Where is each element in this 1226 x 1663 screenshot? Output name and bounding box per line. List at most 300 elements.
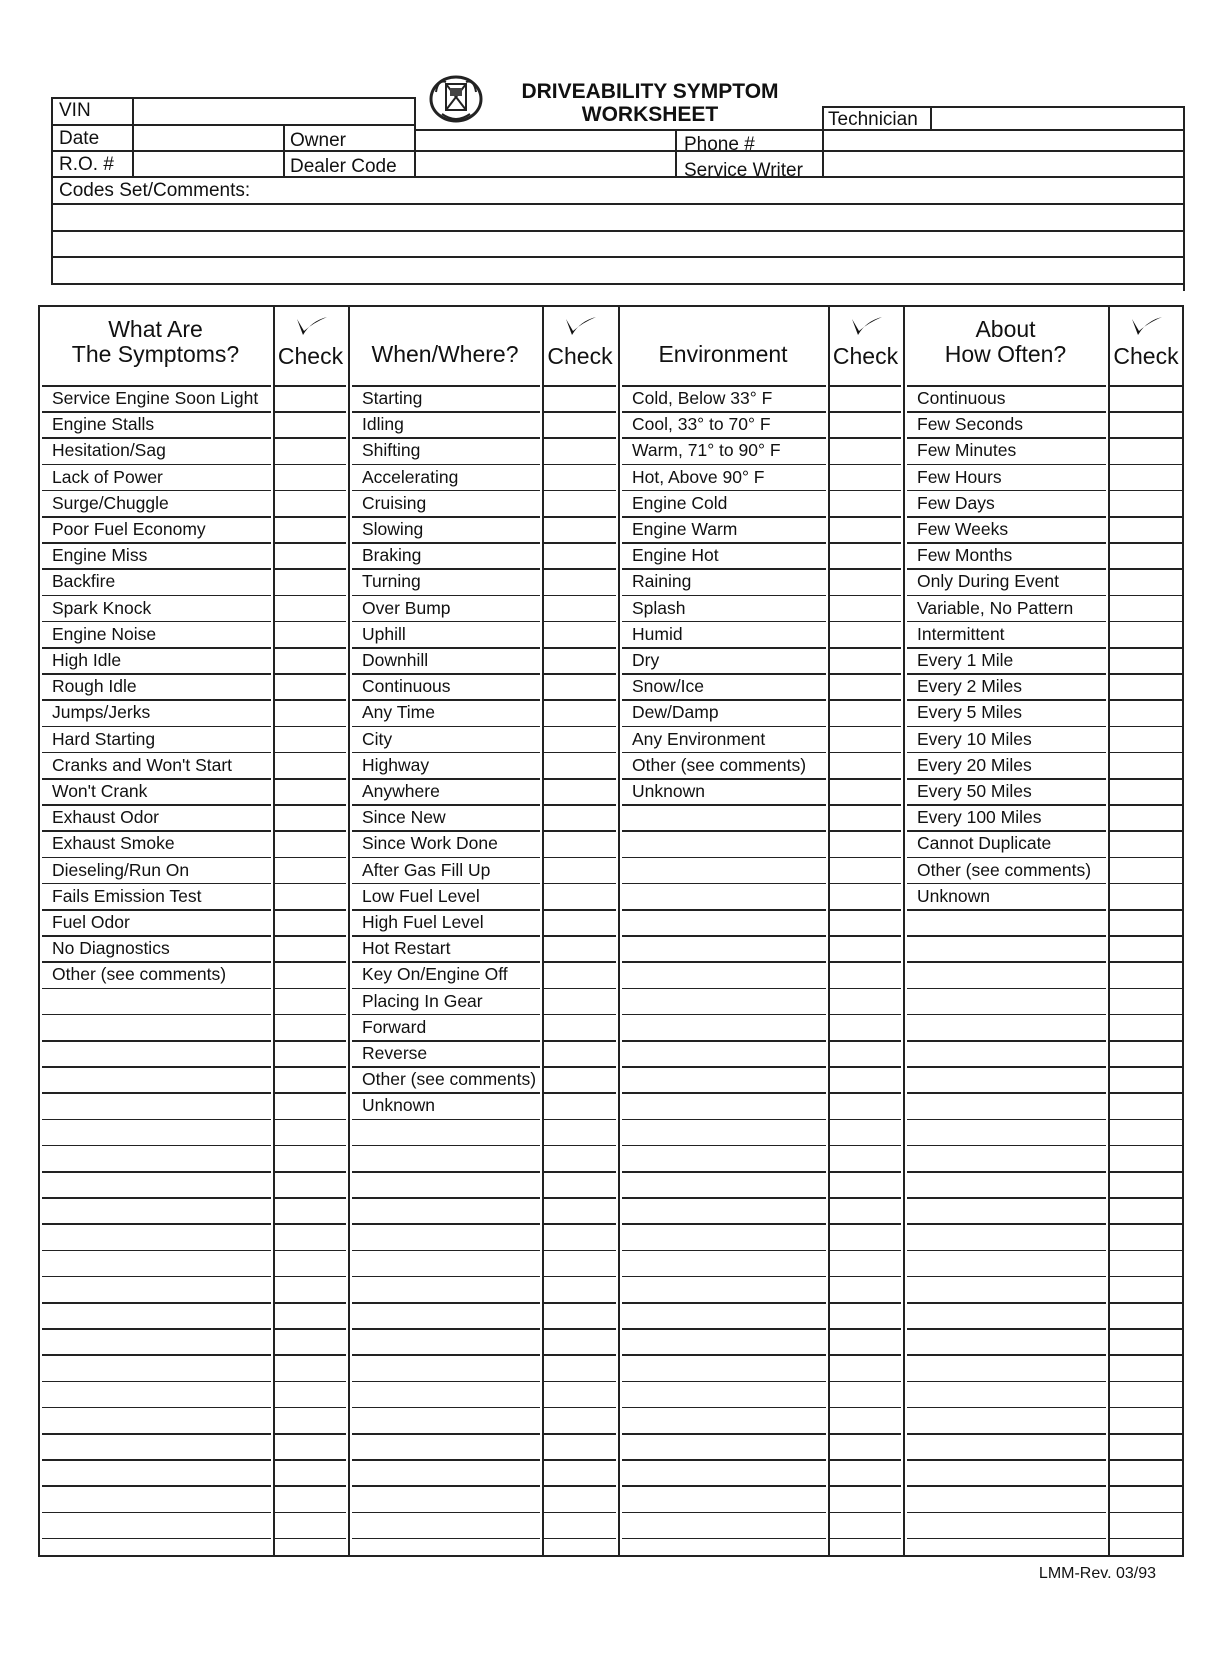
row-line — [42, 1040, 271, 1042]
row-line — [352, 778, 540, 780]
symptom-item: Raining — [632, 571, 692, 592]
check-row-line — [544, 1433, 616, 1435]
check-cell[interactable] — [545, 518, 615, 541]
check-cell[interactable] — [276, 649, 345, 672]
row-line — [352, 1485, 540, 1487]
check-cell[interactable] — [545, 466, 615, 489]
symptom-item: After Gas Fill Up — [362, 859, 491, 880]
check-row-line — [544, 1538, 616, 1540]
row-line — [907, 647, 1106, 649]
check-cell[interactable] — [831, 466, 900, 489]
check-cell[interactable] — [831, 675, 900, 698]
check-cell[interactable] — [276, 623, 345, 646]
check-heading: Check — [832, 343, 899, 369]
column-heading — [903, 317, 1108, 367]
row-line — [907, 1145, 1106, 1147]
check-cell[interactable] — [1111, 544, 1181, 567]
symptom-item: Dieseling/Run On — [52, 859, 190, 880]
check-row-line — [830, 1223, 901, 1225]
check-row-line — [830, 883, 901, 885]
check-cell[interactable] — [276, 937, 345, 960]
row-line — [907, 961, 1106, 963]
check-cell[interactable] — [276, 728, 345, 751]
symptom-table — [38, 305, 1184, 1557]
check-row-line — [275, 1066, 346, 1068]
check-cell[interactable] — [1111, 387, 1181, 410]
check-cell[interactable] — [276, 413, 345, 436]
row-line — [352, 516, 540, 518]
column-heading — [348, 317, 542, 367]
check-cell[interactable] — [1111, 466, 1181, 489]
row-line — [907, 542, 1106, 544]
service-writer-label: Service Writer — [684, 160, 803, 181]
check-cell[interactable] — [276, 911, 345, 934]
check-cell[interactable] — [1111, 492, 1181, 515]
symptom-item: Other (see comments) — [632, 754, 807, 775]
symptom-item: Since New — [362, 807, 446, 828]
row-line — [622, 988, 826, 990]
column-divider — [903, 305, 905, 1557]
symptom-item: Snow/Ice — [632, 676, 704, 697]
symptom-item: Fails Emission Test — [52, 885, 202, 906]
symptom-item: Any Time — [362, 702, 435, 723]
check-row-line — [1110, 1040, 1182, 1042]
row-line — [907, 909, 1106, 911]
check-cell[interactable] — [545, 728, 615, 751]
ro-label: R.O. # — [59, 154, 114, 175]
row-line — [622, 804, 826, 806]
row-line — [352, 830, 540, 832]
row-line — [622, 1171, 826, 1173]
check-cell[interactable] — [1111, 597, 1181, 620]
check-row-line — [1110, 1485, 1182, 1487]
check-cell[interactable] — [831, 413, 900, 436]
check-cell[interactable] — [276, 885, 345, 908]
row-line — [42, 1014, 271, 1016]
phone-label: Phone # — [684, 134, 755, 155]
symptom-item: Engine Cold — [632, 492, 728, 513]
row-line — [622, 752, 826, 754]
row-line — [907, 1040, 1106, 1042]
check-cell[interactable] — [276, 570, 345, 593]
symptom-item: Few Days — [917, 492, 995, 513]
check-cell[interactable] — [276, 806, 345, 829]
row-line — [42, 778, 271, 780]
check-row-line — [830, 1119, 901, 1121]
row-line — [907, 726, 1106, 728]
header-form — [0, 0, 1226, 300]
row-line — [42, 1407, 271, 1409]
check-cell[interactable] — [1111, 675, 1181, 698]
row-line — [622, 1066, 826, 1068]
check-cell[interactable] — [276, 518, 345, 541]
symptom-item: Continuous — [362, 676, 451, 697]
title-line-2: WORKSHEET — [581, 103, 719, 126]
row-line — [42, 726, 271, 728]
row-line — [352, 621, 540, 623]
symptom-item: Hesitation/Sag — [52, 440, 166, 461]
check-cell[interactable] — [545, 492, 615, 515]
row-line — [352, 411, 540, 413]
row-line — [622, 699, 826, 701]
check-cell[interactable] — [545, 990, 615, 1013]
check-cell[interactable] — [831, 649, 900, 672]
check-cell[interactable] — [545, 439, 615, 462]
row-line — [622, 961, 826, 963]
check-cell[interactable] — [545, 675, 615, 698]
check-row-line — [275, 1092, 346, 1094]
check-cell[interactable] — [545, 413, 615, 436]
row-line — [42, 437, 271, 439]
symptom-item: Turning — [362, 571, 421, 592]
check-cell[interactable] — [545, 963, 615, 986]
check-row-line — [1110, 1459, 1182, 1461]
owner-label: Owner — [290, 130, 346, 151]
check-cell[interactable] — [276, 387, 345, 410]
row-line — [352, 1512, 540, 1514]
row-line — [42, 909, 271, 911]
column-heading — [38, 317, 273, 367]
check-cell[interactable] — [545, 649, 615, 672]
symptom-item: Starting — [362, 388, 423, 408]
check-cell[interactable] — [276, 466, 345, 489]
symptom-item: Forward — [362, 1016, 427, 1037]
symptom-item: Hot Restart — [362, 938, 451, 959]
check-cell[interactable] — [545, 780, 615, 803]
row-line — [907, 1171, 1106, 1173]
check-cell[interactable] — [276, 701, 345, 724]
check-row-line — [830, 988, 901, 990]
check-cell[interactable] — [545, 570, 615, 593]
symptom-item: Other (see comments) — [362, 1069, 537, 1090]
check-cell[interactable] — [276, 439, 345, 462]
checkmark-icon — [848, 313, 884, 339]
symptom-item: Exhaust Odor — [52, 807, 159, 828]
check-row-line — [275, 1223, 346, 1225]
symptom-item: High Idle — [52, 650, 122, 670]
check-cell[interactable] — [831, 492, 900, 515]
check-row-line — [830, 1433, 901, 1435]
row-line — [907, 988, 1106, 990]
title-line-1: DRIVEABILITY SYMPTOM — [521, 80, 779, 103]
row-line — [622, 647, 826, 649]
column-heading-line — [348, 317, 542, 342]
row-line — [352, 1171, 540, 1173]
check-cell[interactable] — [276, 597, 345, 620]
check-cell[interactable] — [1111, 439, 1181, 462]
checkmark-icon — [562, 313, 598, 339]
check-cell[interactable] — [545, 1016, 615, 1039]
row-line — [352, 568, 540, 570]
row-line — [42, 1538, 271, 1540]
check-cell[interactable] — [276, 492, 345, 515]
check-cell[interactable] — [1111, 859, 1181, 882]
check-row-line — [830, 1485, 901, 1487]
check-row-line — [830, 1459, 901, 1461]
row-line — [42, 673, 271, 675]
codes-comments-label: Codes Set/Comments: — [59, 180, 251, 201]
row-line — [42, 1276, 271, 1278]
check-row-line — [1110, 935, 1182, 937]
column-heading-line: When/Where? — [371, 341, 519, 367]
symptom-item: Variable, No Pattern — [917, 597, 1074, 618]
check-cell[interactable] — [276, 859, 345, 882]
row-line — [42, 1250, 271, 1252]
check-heading: Check — [547, 343, 613, 369]
check-row-line — [544, 1223, 616, 1225]
row-line — [352, 1381, 540, 1383]
row-line — [907, 1328, 1106, 1330]
check-cell[interactable] — [545, 597, 615, 620]
symptom-item: Reverse — [362, 1043, 428, 1063]
check-cell[interactable] — [1111, 780, 1181, 803]
check-cell[interactable] — [1111, 623, 1181, 646]
check-cell[interactable] — [831, 754, 900, 777]
check-row-line — [830, 1250, 901, 1252]
check-cell[interactable] — [831, 544, 900, 567]
check-row-line — [830, 1354, 901, 1356]
row-line — [352, 1014, 540, 1016]
check-row-line — [830, 1171, 901, 1173]
row-line — [622, 1040, 826, 1042]
symptom-item: Few Seconds — [917, 414, 1024, 435]
row-line — [42, 411, 271, 413]
row-line — [352, 647, 540, 649]
check-cell[interactable] — [831, 518, 900, 541]
row-line — [42, 568, 271, 570]
check-heading: Check — [277, 343, 344, 369]
check-column-divider — [542, 305, 544, 1557]
check-cell[interactable] — [276, 754, 345, 777]
row-line — [42, 1223, 271, 1225]
check-cell[interactable] — [1111, 728, 1181, 751]
symptom-item: Every 5 Miles — [917, 702, 1023, 723]
row-line — [622, 857, 826, 859]
symptom-item: Dry — [632, 650, 660, 670]
row-line — [352, 1302, 540, 1304]
row-line — [42, 1459, 271, 1461]
row-line — [622, 1538, 826, 1540]
check-cell[interactable] — [545, 387, 615, 410]
check-cell[interactable] — [545, 911, 615, 934]
symptom-item: City — [362, 728, 393, 749]
check-cell[interactable] — [276, 544, 345, 567]
symptom-item: Every 10 Miles — [917, 728, 1032, 749]
row-line — [42, 464, 271, 466]
row-line — [622, 385, 826, 387]
row-line — [352, 909, 540, 911]
row-line — [352, 699, 540, 701]
check-row-line — [1110, 1223, 1182, 1225]
column-heading-line: How Often? — [944, 341, 1067, 367]
check-row-line — [830, 961, 901, 963]
check-row-line — [544, 1197, 616, 1199]
check-cell[interactable] — [545, 832, 615, 855]
check-cell[interactable] — [276, 963, 345, 986]
row-line — [42, 647, 271, 649]
row-line — [622, 595, 826, 597]
check-row-line — [275, 1459, 346, 1461]
symptom-item: Unknown — [917, 885, 990, 906]
symptom-item: Only During Event — [917, 571, 1060, 592]
check-row-line — [1110, 1171, 1182, 1173]
check-cell[interactable] — [545, 937, 615, 960]
check-cell[interactable] — [1111, 649, 1181, 672]
check-row-line — [275, 1145, 346, 1147]
column-heading-line: Environment — [658, 341, 788, 367]
row-line — [907, 568, 1106, 570]
row-line — [352, 857, 540, 859]
row-line — [352, 673, 540, 675]
row-line — [622, 778, 826, 780]
check-row-line — [275, 1119, 346, 1121]
check-cell[interactable] — [831, 439, 900, 462]
row-line — [907, 778, 1106, 780]
check-cell[interactable] — [1111, 570, 1181, 593]
row-line — [622, 1119, 826, 1121]
check-row-line — [830, 1040, 901, 1042]
symptom-item: Cold, Below 33° F — [632, 388, 773, 408]
row-line — [907, 1354, 1106, 1356]
symptom-item: High Fuel Level — [362, 912, 484, 932]
check-cell[interactable] — [831, 597, 900, 620]
row-line — [622, 1407, 826, 1409]
check-cell[interactable] — [1111, 754, 1181, 777]
row-line — [907, 1381, 1106, 1383]
check-cell[interactable] — [831, 570, 900, 593]
check-row-line — [275, 988, 346, 990]
check-row-line — [275, 1485, 346, 1487]
check-cell[interactable] — [831, 623, 900, 646]
check-cell[interactable] — [831, 728, 900, 751]
check-cell[interactable] — [1111, 413, 1181, 436]
row-line — [352, 1538, 540, 1540]
checkmark-icon — [293, 313, 329, 339]
row-line — [907, 1250, 1106, 1252]
check-cell[interactable] — [545, 1042, 615, 1065]
check-cell[interactable] — [831, 387, 900, 410]
symptom-item: Cannot Duplicate — [917, 833, 1052, 854]
column-heading — [618, 317, 828, 367]
row-line — [42, 830, 271, 832]
check-cell[interactable] — [545, 623, 615, 646]
check-cell[interactable] — [1111, 518, 1181, 541]
row-line — [352, 1145, 540, 1147]
check-row-line — [830, 1197, 901, 1199]
row-line — [622, 1381, 826, 1383]
row-line — [42, 1512, 271, 1514]
row-line — [42, 621, 271, 623]
symptom-item: Fuel Odor — [52, 912, 130, 932]
row-line — [42, 752, 271, 754]
row-line — [907, 1197, 1106, 1199]
row-line — [42, 1092, 271, 1094]
check-row-line — [1110, 1119, 1182, 1121]
check-cell[interactable] — [545, 806, 615, 829]
row-line — [42, 1302, 271, 1304]
check-row-line — [1110, 1433, 1182, 1435]
check-row-line — [830, 1145, 901, 1147]
check-cell[interactable] — [276, 780, 345, 803]
check-cell[interactable] — [276, 832, 345, 855]
check-cell[interactable] — [545, 754, 615, 777]
row-line — [907, 437, 1106, 439]
row-line — [622, 1276, 826, 1278]
row-line — [352, 1197, 540, 1199]
symptom-item: Unknown — [632, 781, 705, 801]
check-cell[interactable] — [276, 675, 345, 698]
row-line — [352, 883, 540, 885]
column-divider — [618, 305, 620, 1557]
row-line — [42, 595, 271, 597]
check-cell[interactable] — [545, 1068, 615, 1091]
row-line — [42, 857, 271, 859]
row-line — [907, 385, 1106, 387]
row-line — [352, 595, 540, 597]
symptom-item: Other (see comments) — [917, 859, 1092, 880]
check-column-divider — [1108, 305, 1110, 1557]
check-cell[interactable] — [545, 859, 615, 882]
symptom-item: Lack of Power — [52, 466, 163, 487]
check-row-line — [1110, 1276, 1182, 1278]
check-cell[interactable] — [1111, 806, 1181, 829]
symptom-item: Since Work Done — [362, 833, 498, 854]
check-row-line — [1110, 1512, 1182, 1514]
symptom-item: Every 100 Miles — [917, 807, 1042, 828]
row-line — [622, 883, 826, 885]
check-row-line — [830, 804, 901, 806]
row-line — [352, 1354, 540, 1356]
row-line — [622, 1485, 826, 1487]
symptom-item: Engine Noise — [52, 623, 157, 644]
check-cell[interactable] — [1111, 832, 1181, 855]
column-heading-line: The Symptoms? — [71, 341, 240, 367]
check-row-line — [1110, 1328, 1182, 1330]
check-row-line — [830, 1538, 901, 1540]
check-row-line — [830, 830, 901, 832]
symptom-item: Engine Miss — [52, 545, 148, 566]
check-cell[interactable] — [545, 1094, 615, 1117]
symptom-item: Engine Hot — [632, 545, 719, 566]
check-cell[interactable] — [1111, 701, 1181, 724]
row-line — [352, 385, 540, 387]
column-heading-line — [618, 317, 828, 342]
row-line — [42, 1328, 271, 1330]
check-row-line — [544, 1302, 616, 1304]
column-heading-line: About — [975, 316, 1036, 342]
check-row-line — [544, 1407, 616, 1409]
check-cell[interactable] — [545, 701, 615, 724]
check-cell[interactable] — [831, 780, 900, 803]
symptom-item: Accelerating — [362, 466, 459, 487]
check-cell[interactable] — [545, 544, 615, 567]
table-border-bottom — [38, 1555, 1184, 1557]
check-cell[interactable] — [545, 885, 615, 908]
check-column-divider — [828, 305, 830, 1557]
check-row-line — [544, 1250, 616, 1252]
row-line — [622, 437, 826, 439]
check-cell[interactable] — [831, 701, 900, 724]
check-row-line — [1110, 1014, 1182, 1016]
check-row-line — [1110, 909, 1182, 911]
check-cell[interactable] — [1111, 885, 1181, 908]
row-line — [352, 437, 540, 439]
check-row-line — [544, 1459, 616, 1461]
row-line — [622, 1302, 826, 1304]
table-border-top — [38, 305, 1184, 307]
row-line — [352, 1066, 540, 1068]
symptom-item: Slowing — [362, 519, 424, 539]
